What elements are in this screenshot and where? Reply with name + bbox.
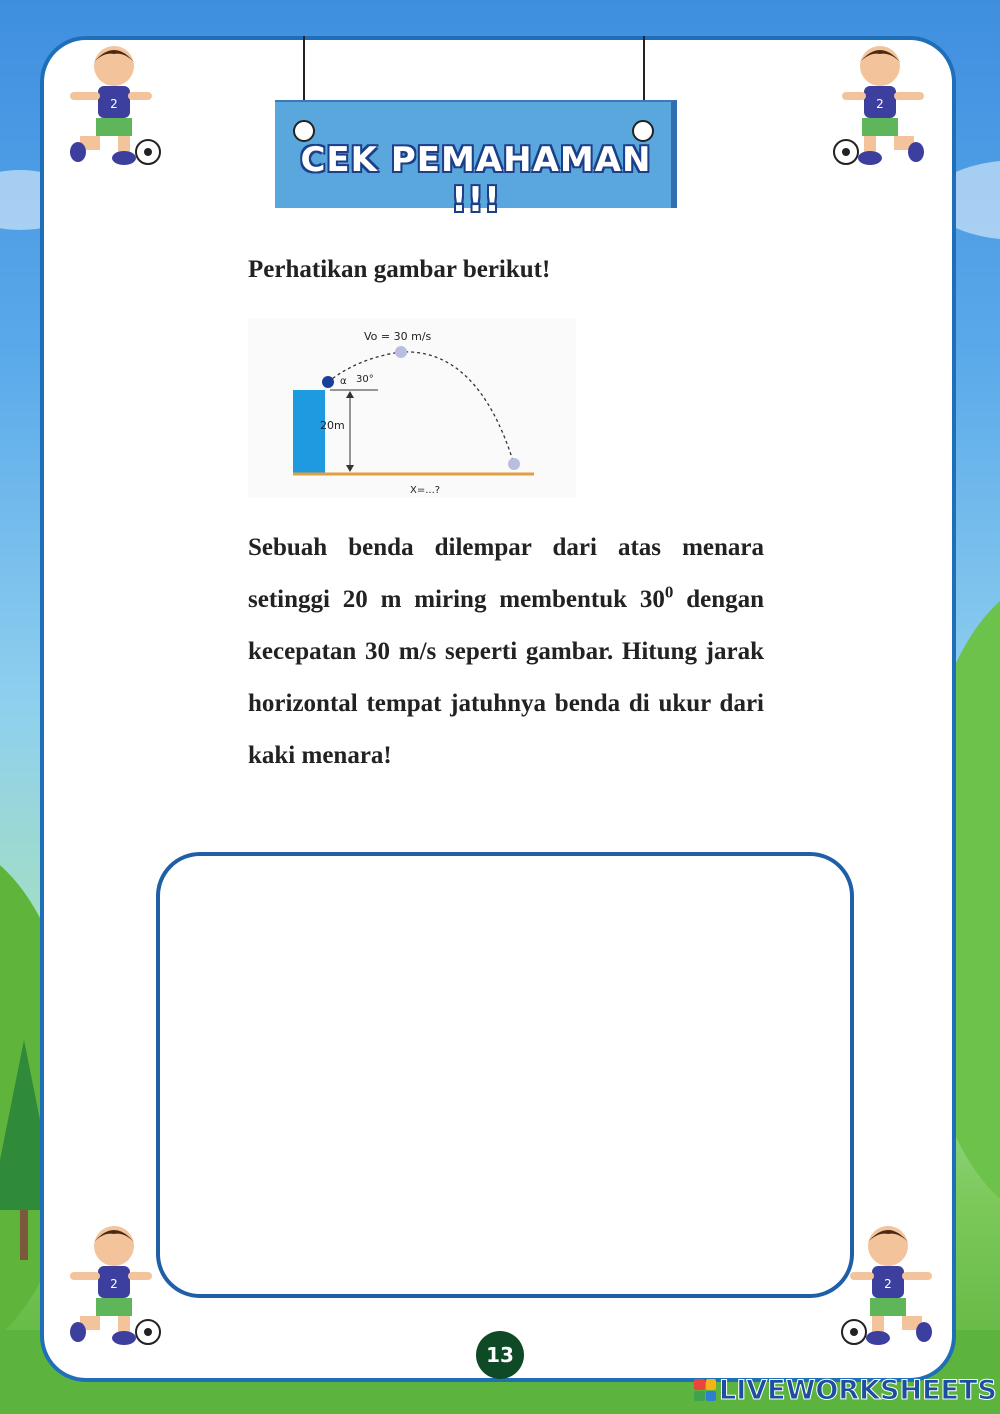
trajectory	[328, 352, 514, 464]
page-number: 13	[476, 1331, 524, 1379]
soccer-kid-icon	[840, 1220, 940, 1350]
question-superscript: 0	[664, 582, 674, 602]
soccer-kid-icon	[62, 40, 162, 170]
question-part2: dengan kecepatan 30 m/s seperti gambar. Hitung jarak horizontal tempat jatuhnya benda di ukur dari kaki menara!	[248, 586, 765, 769]
tower	[293, 390, 325, 474]
height-arrow-top	[346, 391, 354, 398]
svg-text:2: 2	[110, 1277, 118, 1291]
answer-input[interactable]	[156, 852, 854, 1298]
banner-ring-left-icon	[293, 120, 315, 142]
height-arrow-bottom	[346, 465, 354, 472]
soccer-kid-icon	[62, 1220, 162, 1350]
liveworksheets-watermark	[694, 1372, 997, 1408]
distance-label: X=...?	[410, 485, 441, 496]
start-ball	[322, 376, 334, 388]
height-label: 20m	[320, 419, 345, 432]
banner-ring-right-icon	[632, 120, 654, 142]
landing-ball	[508, 458, 520, 470]
banner-title: CEK PEMAHAMAN !!!	[300, 140, 652, 220]
projectile-diagram	[248, 318, 576, 498]
watermark-text: LIVEWORKSHEETS	[719, 1374, 997, 1406]
liveworksheets-logo-icon	[694, 1379, 716, 1401]
svg-text:2: 2	[110, 97, 118, 111]
alpha-label: α	[340, 376, 347, 387]
instruction-text: Perhatikan gambar berikut!	[248, 256, 551, 283]
angle-label: 30°	[356, 374, 374, 385]
svg-text:2: 2	[884, 1277, 892, 1291]
question-part1: Sebuah benda dilempar dari atas menara setinggi 20 m miring membentuk 30	[248, 534, 764, 613]
svg-text:2: 2	[876, 97, 884, 111]
velocity-label: Vo = 30 m/s	[364, 330, 432, 343]
peak-ball	[395, 346, 407, 358]
question-text	[248, 522, 764, 782]
soccer-kid-icon	[832, 40, 932, 170]
